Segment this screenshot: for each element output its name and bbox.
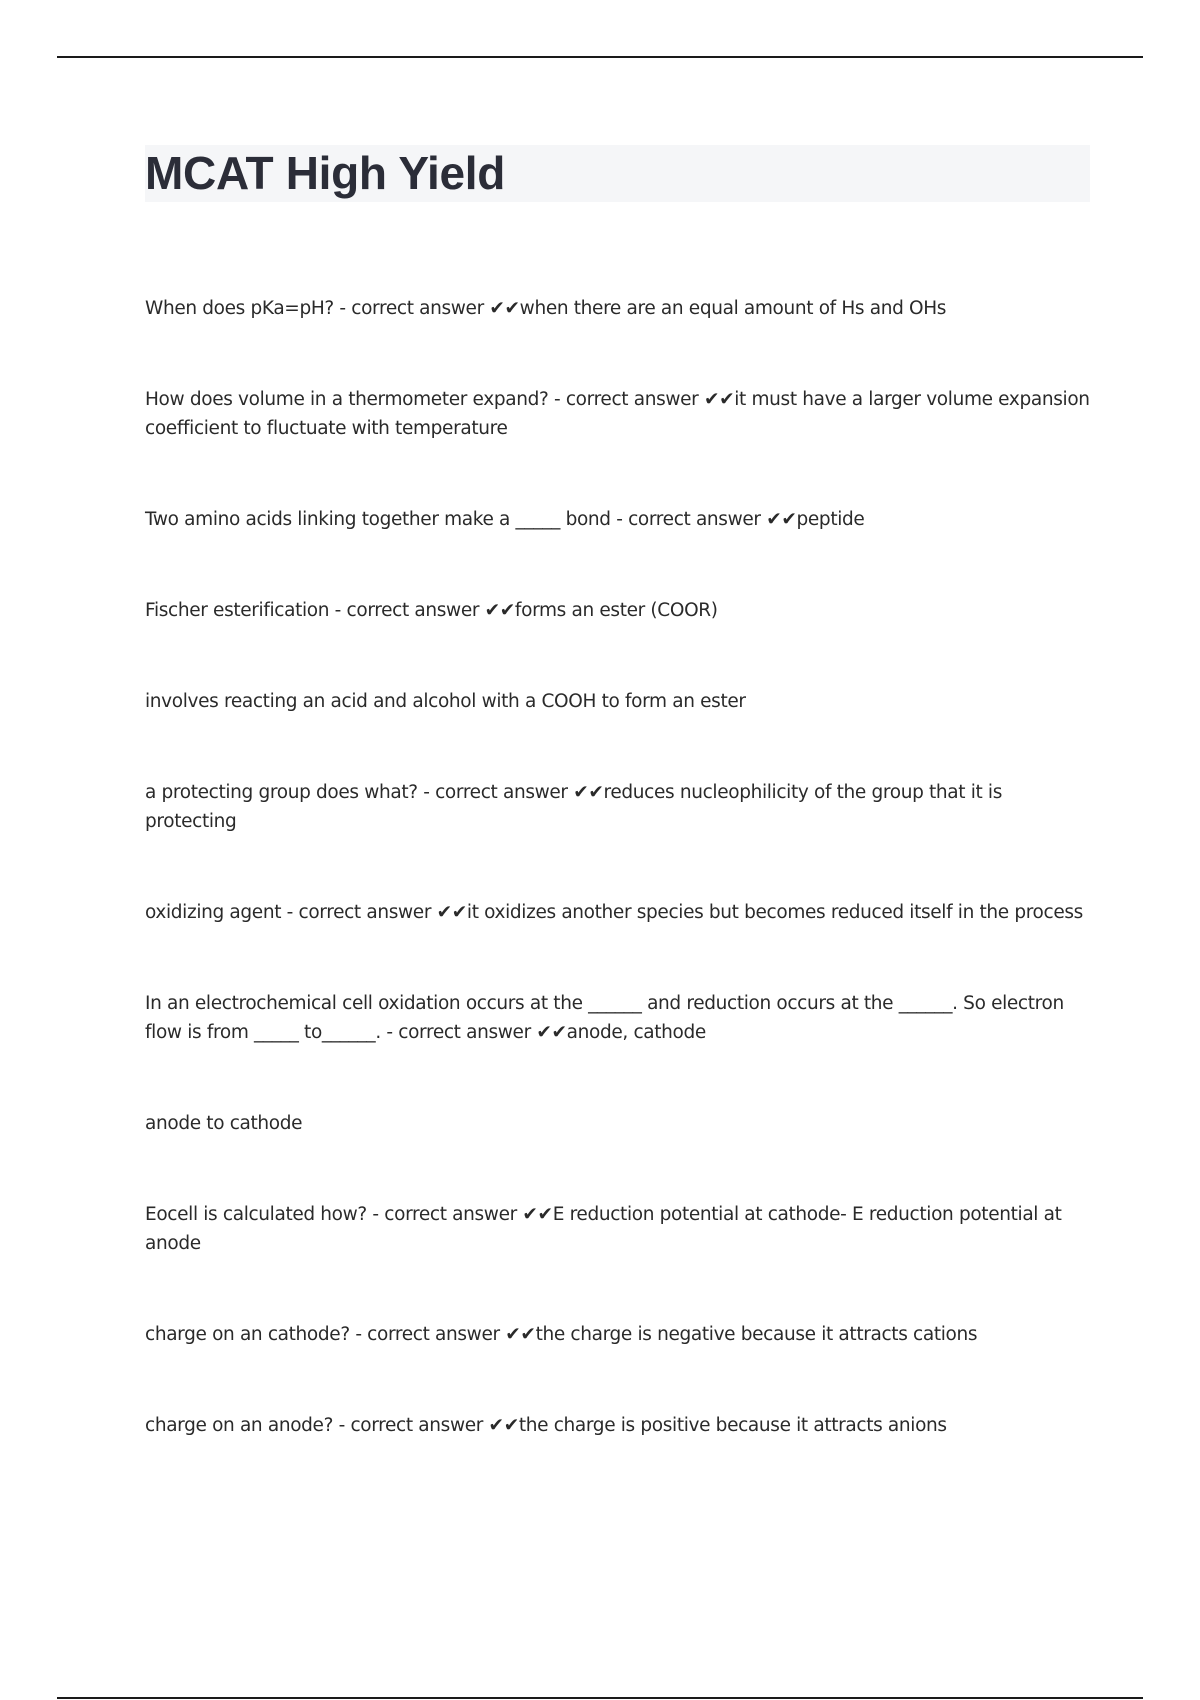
qa-text: anode to cathode <box>145 1113 303 1134</box>
document-body <box>145 145 1090 1502</box>
qa-entry-11 <box>145 1320 1090 1349</box>
qa-entry-4 <box>145 596 1090 625</box>
qa-entry-8 <box>145 989 1090 1047</box>
qa-entry-6 <box>145 778 1090 836</box>
qa-text: In an electrochemical cell oxidation occurs at the ______ and reduction occurs at the ______. So electron flow is from _____ to______. - correct answer ✔✔anode, cathode <box>145 993 1064 1043</box>
qa-text: How does volume in a thermometer expand? - correct answer ✔✔it must have a larger volume expansion coefficient to fluctuate with temperature <box>145 389 1090 439</box>
qa-text: Fischer esterification - correct answer ✔✔forms an ester (COOR) <box>145 600 718 621</box>
title-banner <box>145 145 1090 202</box>
qa-entry-10 <box>145 1200 1090 1258</box>
top-divider <box>57 56 1143 58</box>
qa-list <box>145 294 1090 1440</box>
qa-text: Eocell is calculated how? - correct answer ✔✔E reduction potential at cathode- E reduction potential at anode <box>145 1204 1062 1254</box>
qa-text: charge on an anode? - correct answer ✔✔the charge is positive because it attracts anions <box>145 1415 947 1436</box>
bottom-divider <box>57 1697 1143 1699</box>
qa-text: a protecting group does what? - correct answer ✔✔reduces nucleophilicity of the group that it is protecting <box>145 782 1002 832</box>
qa-text: oxidizing agent - correct answer ✔✔it oxidizes another species but becomes reduced itself in the process <box>145 902 1083 923</box>
qa-entry-5 <box>145 687 1090 716</box>
qa-entry-2 <box>145 385 1090 443</box>
qa-entry-3 <box>145 505 1090 534</box>
document-title: MCAT High Yield <box>145 147 506 199</box>
qa-text: charge on an cathode? - correct answer ✔✔the charge is negative because it attracts cations <box>145 1324 978 1345</box>
qa-text: When does pKa=pH? - correct answer ✔✔when there are an equal amount of Hs and OHs <box>145 298 947 319</box>
qa-entry-7 <box>145 898 1090 927</box>
qa-entry-1 <box>145 294 1090 323</box>
qa-text: Two amino acids linking together make a _____ bond - correct answer ✔✔peptide <box>145 509 865 530</box>
qa-text: involves reacting an acid and alcohol with a COOH to form an ester <box>145 691 746 712</box>
qa-entry-9 <box>145 1109 1090 1138</box>
qa-entry-12 <box>145 1411 1090 1440</box>
